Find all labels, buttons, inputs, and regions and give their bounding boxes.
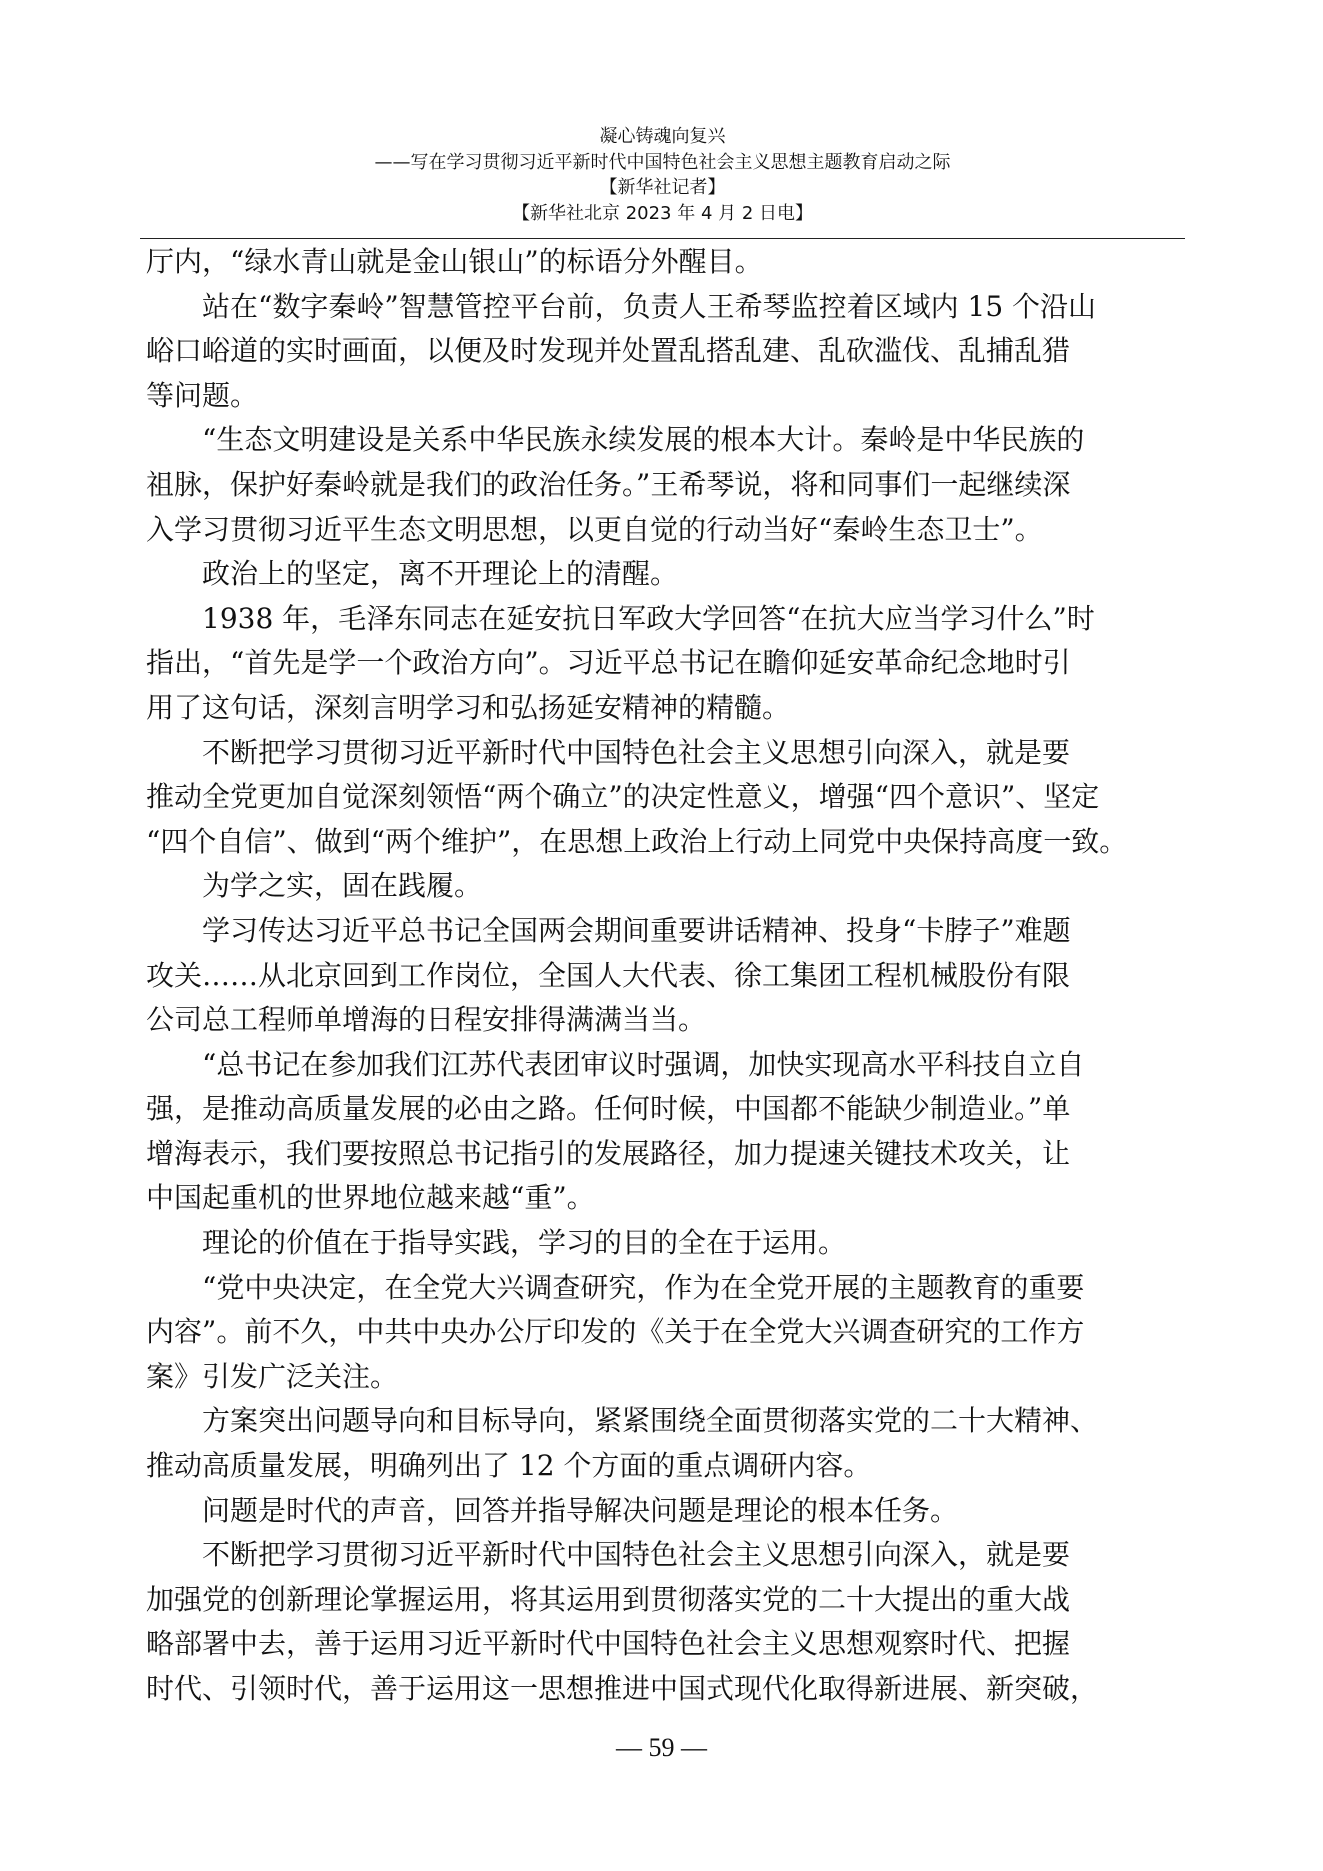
text-line: 方案突出问题导向和目标导向，紧紧围绕全面贯彻落实党的二十大精神、: [146, 1404, 1099, 1438]
dateline: 【新华社北京 2023 年 4 月 2 日电】: [511, 202, 814, 224]
text-line: 祖脉，保护好秦岭就是我们的政治任务。”王希琴说，将和同事们一起继续深: [146, 467, 1071, 501]
text-line: 理论的价值在于指导实践，学习的目的全在于运用。: [146, 1226, 847, 1260]
text-line: 不断把学习贯彻习近平新时代中国特色社会主义思想引向深入，就是要: [146, 735, 1071, 769]
text-line: 峪口峪道的实时画面，以便及时发现并处置乱搭乱建、乱砍滥伐、乱捕乱猎: [146, 334, 1071, 368]
byline: 【新华社记者】: [599, 177, 726, 198]
text-line: 案》引发广泛关注。: [146, 1359, 399, 1393]
text-line: 内容”。前不久，中共中央办公厅印发的《关于在全党大兴调查研究的工作方: [146, 1315, 1085, 1349]
text-line: 攻关……从北京回到工作岗位，全国人大代表、徐工集团工程机械股份有限: [146, 958, 1071, 992]
text-line: “总书记在参加我们江苏代表团审议时强调，加快实现高水平科技自立自: [146, 1047, 1085, 1081]
text-line: “四个自信”、做到“两个维护”，在思想上政治上行动上同党中央保持高度一致。: [146, 824, 1128, 858]
article-title: 凝心铸魂向复兴: [599, 126, 726, 147]
text-line: 推动高质量发展，明确列出了 12 个方面的重点调研内容。: [146, 1449, 872, 1483]
text-line: 用了这句话，深刻言明学习和弘扬延安精神的精髓。: [146, 690, 791, 724]
text-line: 指出，“首先是学一个政治方向”。习近平总书记在瞻仰延安革命纪念地时引: [146, 646, 1071, 680]
text-line: 问题是时代的声音，回答并指导解决问题是理论的根本任务。: [146, 1493, 959, 1527]
text-line: “生态文明建设是关系中华民族永续发展的根本大计。秦岭是中华民族的: [146, 423, 1085, 457]
text-line: “党中央决定，在全党大兴调查研究，作为在全党开展的主题教育的重要: [146, 1270, 1085, 1304]
text-line: 推动全党更加自觉深刻领悟“两个确立”的决定性意义，增强“四个意识”、坚定: [146, 780, 1100, 814]
text-line: 学习传达习近平总书记全国两会期间重要讲话精神、投身“卡脖子”难题: [146, 913, 1071, 947]
text-line: 为学之实，固在践履。: [146, 869, 483, 903]
text-line: 站在“数字秦岭”智慧管控平台前，负责人王希琴监控着区域内 15 个沿山: [146, 289, 1097, 323]
text-line: 厅内，“绿水青山就是金山银山”的标语分外醒目。: [146, 245, 763, 278]
text-line: 中国起重机的世界地位越来越“重”。: [146, 1181, 595, 1215]
text-line: 1938 年，毛泽东同志在延安抗日军政大学回答“在抗大应当学习什么”时: [146, 601, 1095, 635]
text-line: 强，是推动高质量发展的必由之路。任何时候，中国都不能缺少制造业。”单: [146, 1092, 1071, 1126]
header-divider: [140, 238, 1185, 239]
text-line: 政治上的坚定，离不开理论上的清醒。: [146, 557, 679, 591]
article-body: [146, 240, 1191, 1712]
text-line: 等问题。: [146, 378, 259, 412]
text-line: 加强党的创新理论掌握运用，将其运用到贯彻落实党的二十大提出的重大战: [146, 1582, 1071, 1616]
text-line: 不断把学习贯彻习近平新时代中国特色社会主义思想引向深入，就是要: [146, 1538, 1071, 1572]
text-line: 略部署中去，善于运用习近平新时代中国特色社会主义思想观察时代、把握: [146, 1627, 1071, 1661]
document-header: [140, 124, 1185, 226]
page-number: — 59 —: [616, 1733, 707, 1762]
text-line: 公司总工程师单增海的日程安排得满满当当。: [146, 1003, 707, 1037]
article-subtitle: ——写在学习贯彻习近平新时代中国特色社会主义思想主题教育启动之际: [374, 151, 951, 173]
text-line: 时代、引领时代，善于运用这一思想推进中国式现代化取得新进展、新突破，: [146, 1672, 1099, 1705]
text-line: 增海表示，我们要按照总书记指引的发展路径，加力提速关键技术攻关，让: [146, 1136, 1071, 1170]
text-line: 入学习贯彻习近平生态文明思想，以更自觉的行动当好“秦岭生态卫士”。: [146, 512, 1043, 546]
